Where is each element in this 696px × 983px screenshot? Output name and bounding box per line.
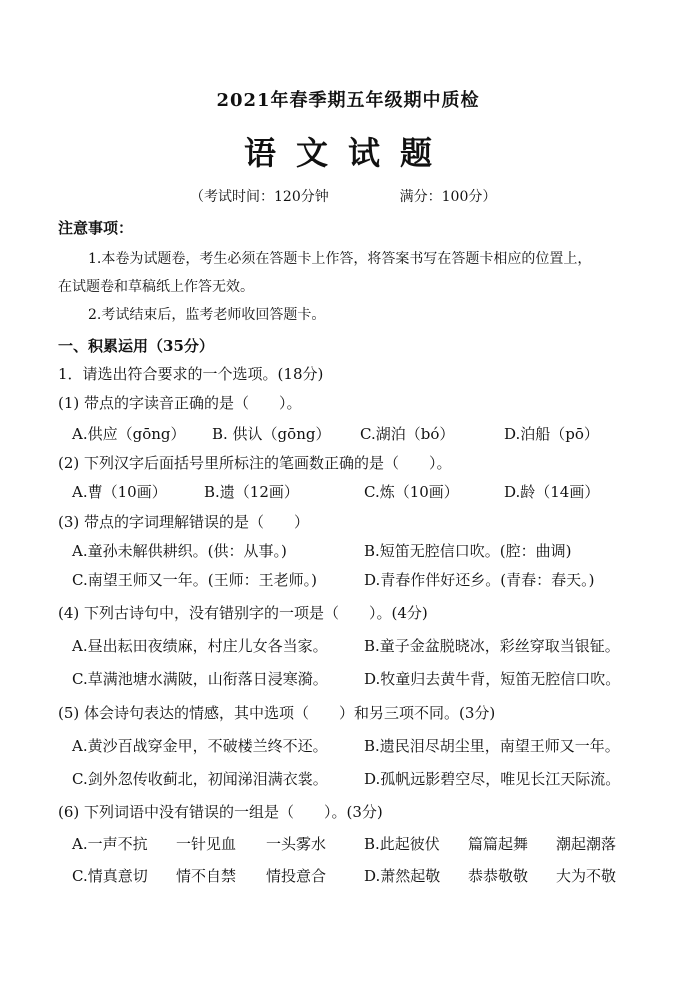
notice-item-1b: 在试题卷和草稿纸上作答无效。 [58,279,254,295]
option-b: B.遗民泪尽胡尘里，南望王师又一年。 [364,737,620,755]
option-d-word-2: 恭恭敬敬 [468,867,529,885]
notice-heading: 注意事项： [58,219,134,237]
option-d: D.泊船（pō） [504,425,599,443]
option-a-word-2: 一针见血 [176,835,237,853]
option-a: A.曹（10画） [72,483,167,501]
option-d: D.孤帆远影碧空尽，唯见长江天际流。 [364,770,621,788]
option-d-word-3: 大为不敬 [556,867,617,885]
option-c: C.草满池塘水满陂，山衔落日浸寒漪。 [72,670,328,688]
question-1-1-stem: (1) 带点的字读音正确的是（ ）。 [58,394,302,412]
option-c: C.情真意切 [72,867,148,885]
option-b: B.短笛无腔信口吹。(腔：曲调) [364,542,572,560]
option-b: B. 供认（gōng） [212,425,331,443]
option-b: B.遗（12画） [204,483,299,501]
option-a: A.一声不抗 [72,835,148,853]
option-a: A.黄沙百战穿金甲，不破楼兰终不还。 [72,737,328,755]
option-a-word-3: 一头雾水 [266,835,327,853]
option-b-word-3: 潮起潮落 [556,835,617,853]
option-b: B.童子金盆脱晓冰，彩丝穿取当银钲。 [364,637,620,655]
option-c: C.湖泊（bó） [360,425,455,443]
option-c: C.剑外忽传收蓟北，初闻涕泪满衣裳。 [72,770,328,788]
option-b-word-2: 篇篇起舞 [468,835,529,853]
subject-title: 语文试题 [243,134,452,172]
option-c: C.南望王师又一年。(王师：王老师。) [72,571,317,589]
question-1-3-stem: (3) 带点的字词理解错误的是（ ） [58,513,310,531]
option-c-word-3: 情投意合 [266,867,327,885]
notice-item-2: 2.考试结束后，监考老师收回答题卡。 [88,307,326,323]
option-a: A.供应（gōng） [72,425,186,443]
question-1-4-stem: (4) 下列古诗句中，没有错别字的一项是（ ）。(4分) [58,604,428,622]
option-a: A.昼出耘田夜绩麻，村庄儿女各当家。 [72,637,328,655]
option-c: C.炼（10画） [364,483,459,501]
option-d: D.龄（14画） [504,483,600,501]
option-d: D.萧然起敬 [364,867,441,885]
question-1-6-stem: (6) 下列词语中没有错误的一组是（ ）。(3分) [58,803,383,821]
exam-time: （考试时间：120分钟 [190,189,329,205]
exam-title: 2021年春季期五年级期中质检 [216,90,480,111]
option-d: D.青春作伴好还乡。(青春：春天。) [364,571,595,589]
option-b: B.此起彼伏 [364,835,440,853]
option-c-word-2: 情不自禁 [176,867,237,885]
section-heading: 一、积累运用（35分） [58,337,214,355]
question-1: 1．请选出符合要求的一个选项。(18分) [58,365,324,383]
exam-info [190,186,496,206]
option-a: A.童孙未解供耕织。(供：从事。) [72,542,287,560]
notice-item-1a: 1.本卷为试题卷，考生必须在答题卡上作答，将答案书写在答题卡相应的位置上， [88,251,592,267]
question-1-5-stem: (5) 体会诗句表达的情感，其中选项（ ）和另三项不同。(3分) [58,704,496,722]
exam-score: 满分：100分） [399,189,497,205]
question-1-2-stem: (2) 下列汉字后面括号里所标注的笔画数正确的是（ ）。 [58,454,452,472]
option-d: D.牧童归去黄牛背，短笛无腔信口吹。 [364,670,621,688]
